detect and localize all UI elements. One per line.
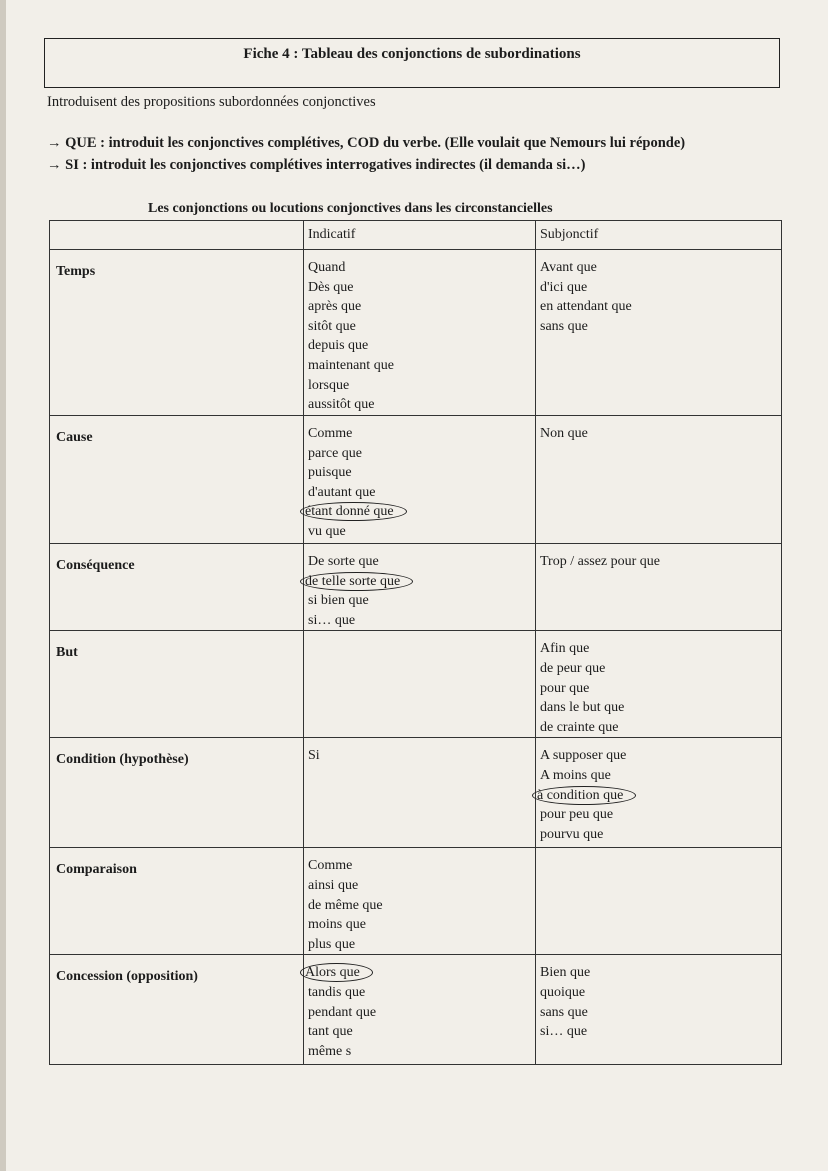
list-item: quoique <box>540 984 586 1000</box>
list-item: dans le but que <box>540 700 625 716</box>
list-item: tant que <box>308 1024 353 1040</box>
row-temps <box>50 250 782 416</box>
list-item: A moins que <box>540 767 611 783</box>
list-item: de peur que <box>540 660 606 676</box>
list-item <box>537 786 777 806</box>
list-item: si bien que <box>308 593 369 609</box>
list-item: Dès que <box>308 279 354 295</box>
row-consequence <box>50 544 782 631</box>
page-edge <box>0 0 6 1171</box>
list-item: en attendant que <box>540 299 632 315</box>
row-cause <box>50 416 782 544</box>
list-item: Afin que <box>540 641 590 657</box>
row-concession <box>50 955 782 1065</box>
list-item: Trop / assez pour que <box>540 554 661 569</box>
category-label: Cause <box>56 430 93 445</box>
list-item: même s <box>308 1043 352 1059</box>
circled-annotation: étant donné que <box>300 502 407 521</box>
category-label: Temps <box>56 264 96 279</box>
list-item: sans que <box>540 1004 588 1020</box>
category-label: Conséquence <box>56 558 135 573</box>
list-item: Non que <box>540 426 588 441</box>
list-item: lorsque <box>308 377 350 393</box>
header-subjonctif: Subjonctif <box>536 221 782 250</box>
category-label: Concession (opposition) <box>56 969 198 985</box>
list-item: depuis que <box>308 338 369 354</box>
list-item: pour peu que <box>540 807 614 823</box>
list-item: Si <box>308 748 320 764</box>
circled-annotation: à condition que <box>532 786 636 805</box>
list-item: moins que <box>308 917 366 933</box>
header-indicatif: Indicatif <box>304 221 536 250</box>
list-item: si… que <box>540 1024 588 1040</box>
category-label: But <box>56 645 78 661</box>
list-item <box>305 963 531 983</box>
intro-text: Introduisent des propositions subordonnées conjonctives <box>47 94 376 110</box>
category-label: Condition (hypothèse) <box>56 752 189 768</box>
row-comparaison <box>50 848 782 955</box>
page-title: Fiche 4 : Tableau des conjonctions de subordinations <box>243 46 581 62</box>
list-item: sans que <box>540 318 588 334</box>
list-item: tandis que <box>308 984 366 1000</box>
row-but <box>50 631 782 738</box>
list-item: parce que <box>308 445 363 461</box>
list-item: si… que <box>308 612 356 628</box>
list-item <box>305 502 531 522</box>
list-item: ainsi que <box>308 877 359 893</box>
list-item: pourvu que <box>540 826 604 842</box>
que-rule: → QUE : introduit les conjonctives complétives, COD du verbe. (Elle voulait que Nemours lui réponde) <box>47 135 686 151</box>
list-item: vu que <box>308 523 346 539</box>
list-item: puisque <box>308 465 352 481</box>
list-item: Bien que <box>540 965 591 981</box>
list-item: d'ici que <box>540 279 588 295</box>
list-item: sitôt que <box>308 318 356 334</box>
list-item: de crainte que <box>540 719 619 735</box>
list-item: Quand <box>308 260 346 275</box>
circled-annotation: de telle sorte que <box>300 572 413 591</box>
list-item <box>305 572 531 592</box>
si-rule: → SI : introduit les conjonctives complétives interrogatives indirectes (il demanda si…) <box>47 157 586 173</box>
category-label: Comparaison <box>56 862 137 878</box>
header-empty <box>50 221 304 250</box>
table-header-row <box>50 221 782 250</box>
list-item: après que <box>308 299 362 315</box>
list-item: Comme <box>308 858 353 874</box>
list-item: A supposer que <box>540 748 627 764</box>
list-item: pour que <box>540 680 590 696</box>
title-box <box>44 38 780 88</box>
list-item: aussitôt que <box>308 397 375 413</box>
list-item: Comme <box>308 426 353 441</box>
table-caption: Les conjonctions ou locutions conjonctives dans les circonstancielles <box>148 201 553 216</box>
list-item: De sorte que <box>308 554 379 569</box>
list-item: d'autant que <box>308 484 376 500</box>
list-item: Avant que <box>540 260 597 275</box>
list-item: plus que <box>308 936 356 952</box>
list-item: de même que <box>308 897 383 913</box>
row-condition <box>50 738 782 848</box>
list-item: pendant que <box>308 1004 377 1020</box>
list-item: maintenant que <box>308 357 394 373</box>
conjunction-table <box>49 220 782 1065</box>
circled-annotation: Alors que <box>300 963 373 982</box>
